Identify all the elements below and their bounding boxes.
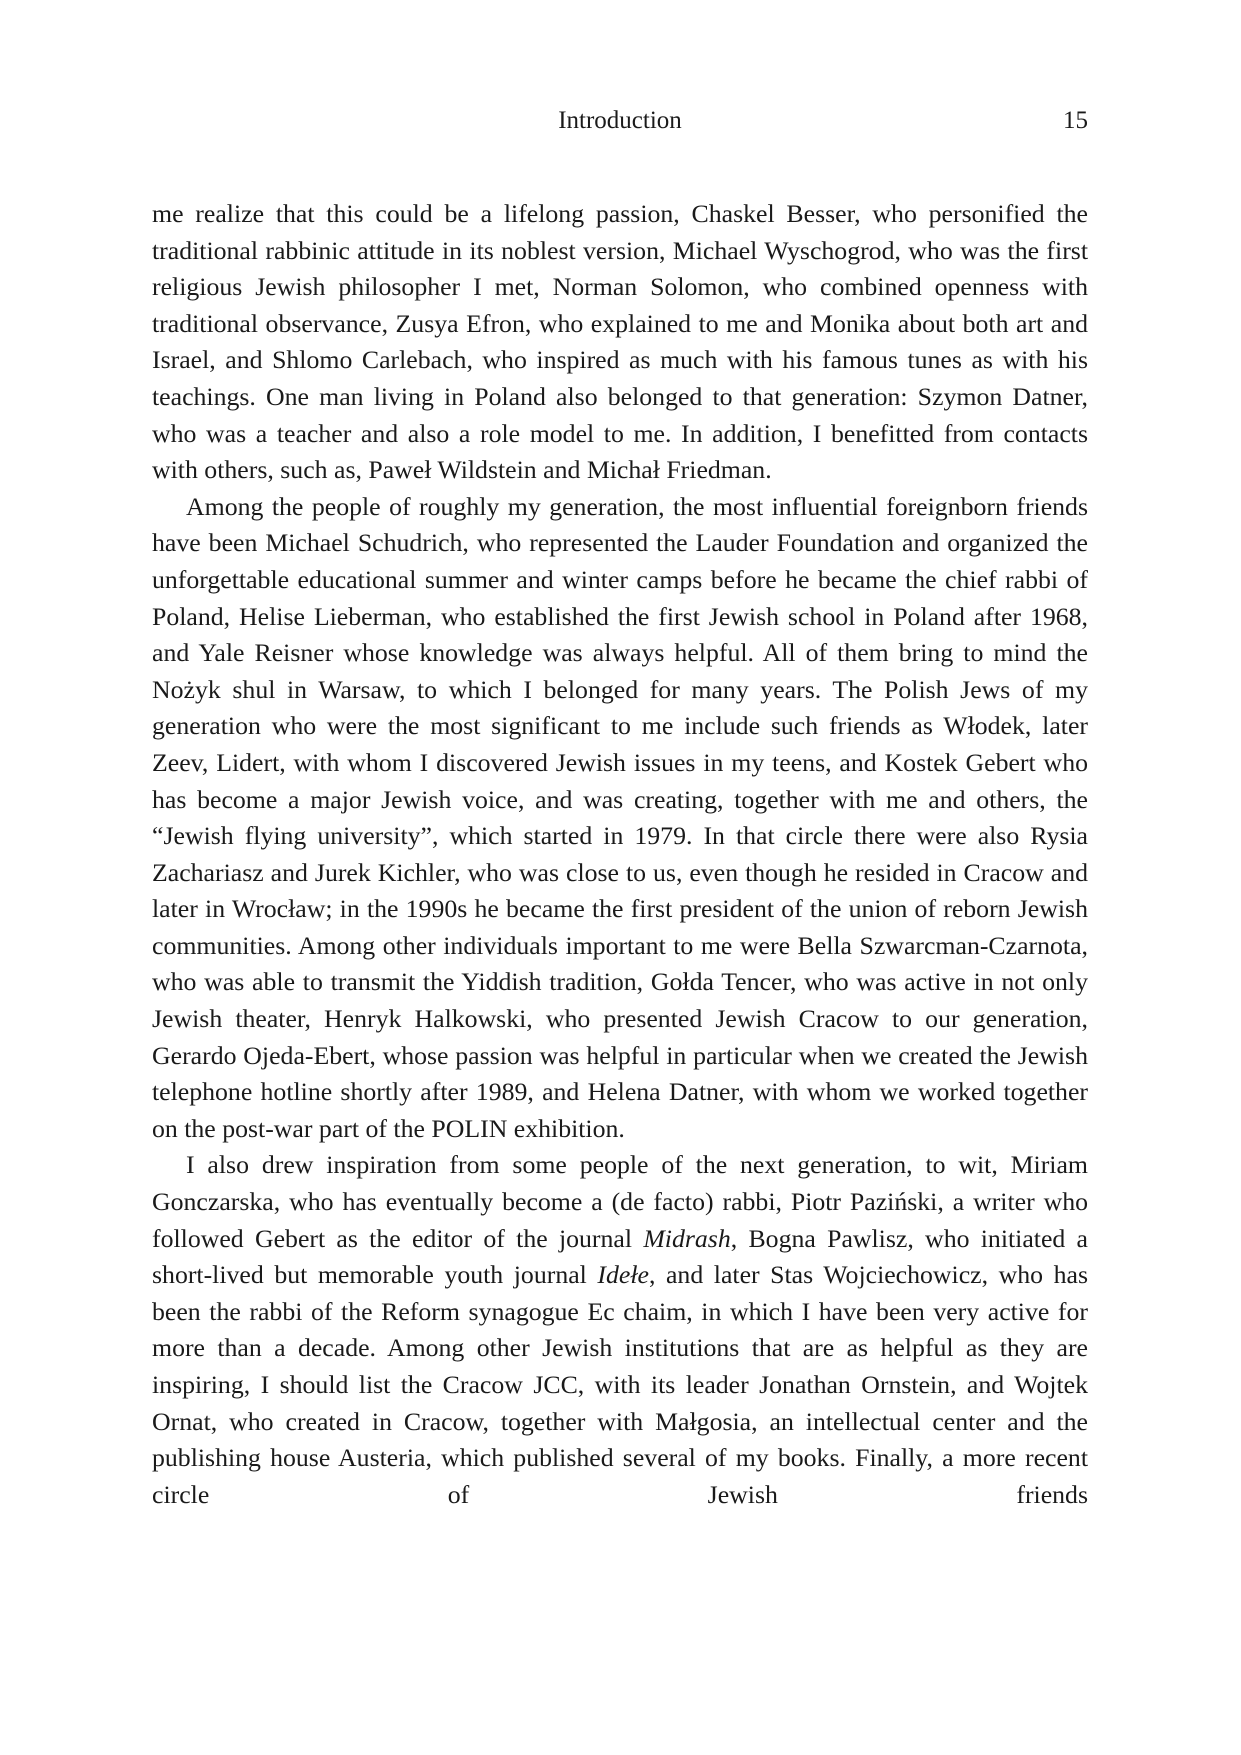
italic-title: Midrash (643, 1223, 731, 1253)
paragraph-2 (152, 489, 1088, 1148)
page-number: 15 (1063, 107, 1088, 134)
paragraph-1 (152, 196, 1088, 489)
italic-title: Idełe (597, 1260, 649, 1290)
running-title: Introduction (558, 107, 682, 134)
text-run: Among the people of roughly my generation, the most influential foreignborn friends have been Michael Schudrich, who represented the Lauder Foundation and organized the unforgettable educational summer and winter camps before he became the chief rabbi of Poland, Helise Lieberman, who established the first Jewish school in Poland after 1968, and Yale Reisner whose knowledge was always helpful. All of them bring to mind the Nożyk shul in Warsaw, to which I belonged for many years. The Polish Jews of my generation who were the most significant to me include such friends as Włodek, later Zeev, Lidert, with whom I discovered Jewish issues in my teens, and Kostek Gebert who has become a major Jewish voice, and was creating, together with me and others, the “Jewish flying university”, which started in 1979. In that circle there were also Rysia Zachariasz and Jurek Kichler, who was close to us, even though he resided in Cracow and later in Wrocław; in the 1990s he became the first president of the union of reborn Jewish communities. Among other individuals important to me were Bella Szwarcman-Czarnota, who was able to transmit the Yiddish tradition, Gołda Tencer, who was active in not only Jewish theater, Henryk Halkowski, who presented Jewish Cracow to our generation, Gerardo Ojeda-Ebert, whose passion was helpful in particular when we created the Jewish telephone hotline shortly after 1989, and Helena Datner, with whom we worked together on the post-war part of the POLIN exhibition. (152, 491, 1088, 1143)
running-head (152, 104, 1088, 138)
body-text (152, 196, 1088, 1513)
text-run: , and later Stas Wojciechowicz, who has been the rabbi of the Reform synagogue Ec chaim, in which I have been very active for more than a decade. Among other Jewish institutions that are as helpful as they are inspiring, I should list the Cracow JCC, with its leader Jonathan Ornstein, and Wojtek Ornat, who created in Cracow, together with Małgosia, an intellectual center and the publishing house Austeria, which published several of my books. Finally, a more recent circle of Jewish friends (152, 1260, 1089, 1509)
text-run: me realize that this could be a lifelong passion, Chaskel Besser, who personified the traditional rabbinic attitude in its noblest version, Michael Wyschogrod, who was the first religious Jewish philosopher I met, Norman Solomon, who combined openness with traditional observance, Zusya Efron, who explained to me and Monika about both art and Israel, and Shlomo Carlebach, who inspired as much with his famous tunes as with his teachings. One man living in Poland also belonged to that generation: Szymon Datner, who was a teacher and also a role model to me. In addition, I benefitted from contacts with others, such as, Paweł Wildstein and Michał Friedman. (152, 199, 1088, 485)
text-run: , Bogna Pawlisz, who initiated a short-lived but memorable youth journal (152, 1223, 1089, 1290)
paragraph-3 (152, 1147, 1088, 1513)
text-run: I also drew inspiration from some people of the next generation, to wit, Miriam Gonczarska, who has eventually become a (de facto) rabbi, Piotr Paziński, a writer who followed Gebert as the editor of the journal (152, 1150, 1088, 1253)
